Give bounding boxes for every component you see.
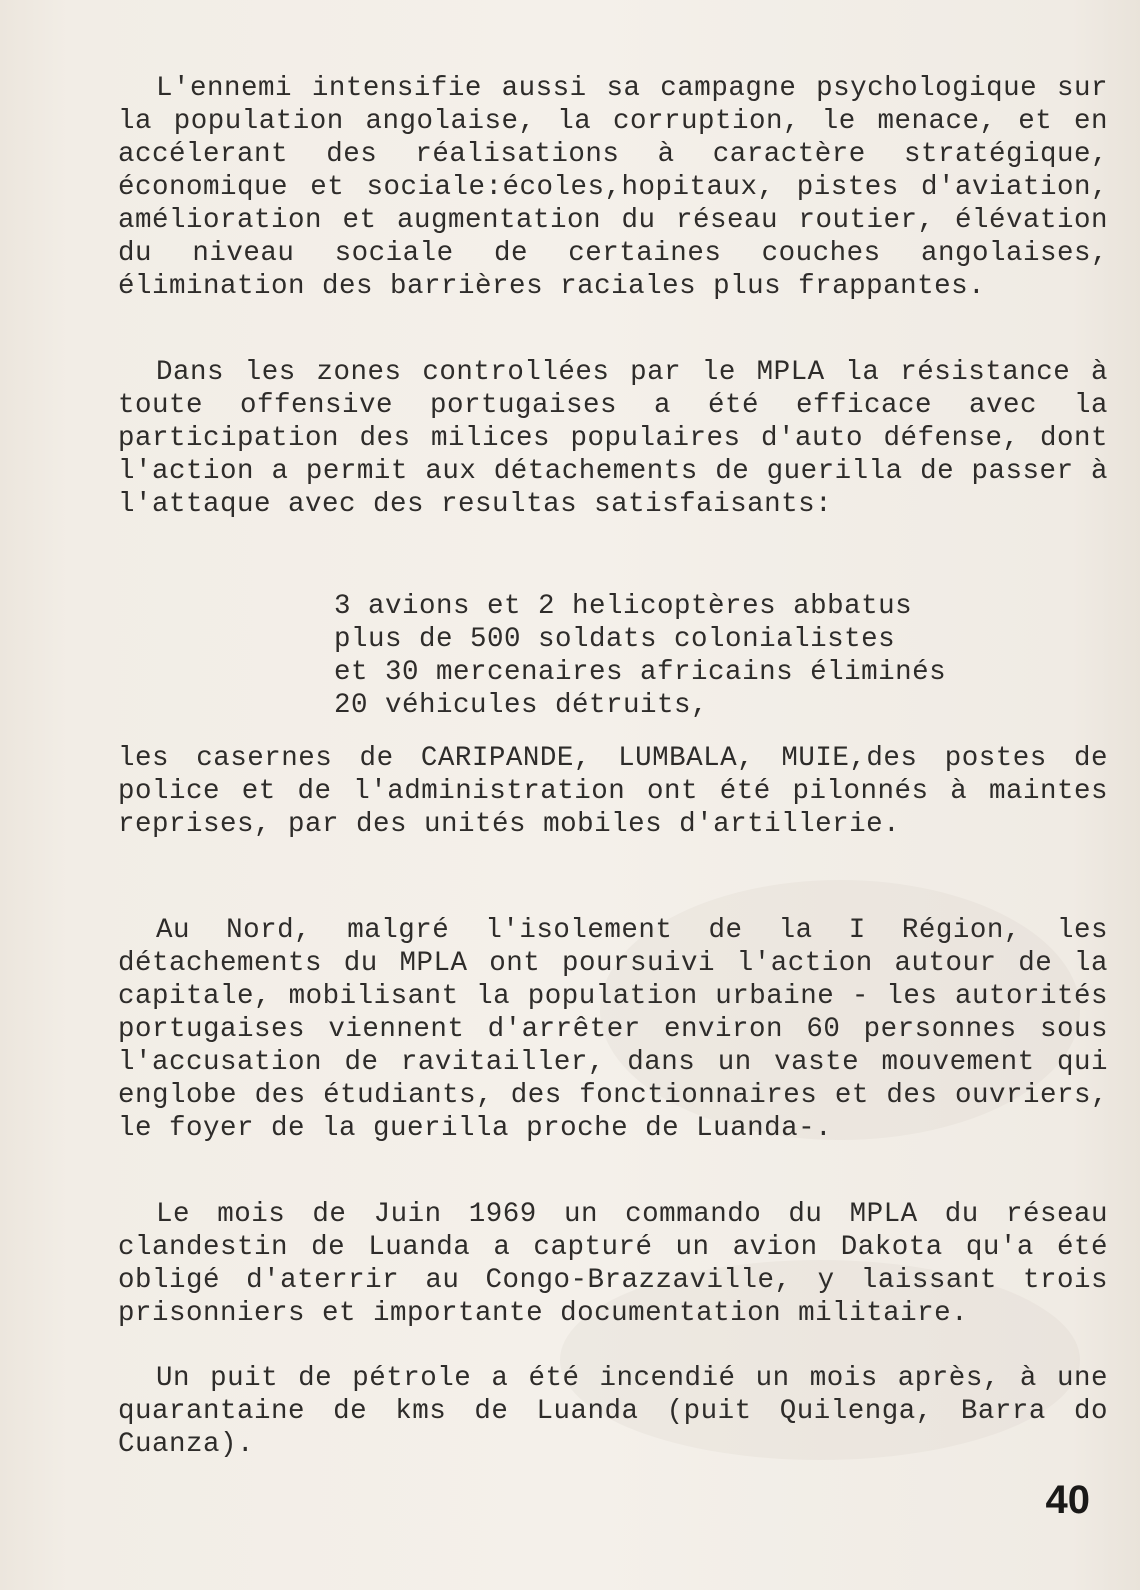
result-line: plus de 500 soldats colonialistes xyxy=(334,624,896,655)
paragraph-controlled-zones xyxy=(118,356,1108,521)
paragraph-north-region xyxy=(118,914,1108,1145)
paragraph-commando xyxy=(118,1198,1108,1330)
paragraph-barracks xyxy=(118,742,1108,841)
paragraph-text: Un puit de pétrole a été incendié un mois après, à une quarantaine de kms de Luanda (puit Quilenga, Barra do Cuanza). xyxy=(118,1363,1108,1460)
paragraph-oil-well xyxy=(118,1362,1108,1461)
results-list xyxy=(334,590,1094,722)
paragraph-text: Le mois de Juin 1969 un commando du MPLA du réseau clandestin de Luanda a capturé un avion Dakota qu'a été obligé d'aterrir au Congo-Brazzaville, y laissant trois prisonniers et importante documentation militaire. xyxy=(118,1199,1108,1329)
result-line: 3 avions et 2 helicoptères abbatus xyxy=(334,591,913,622)
paragraph-psychological-campaign xyxy=(118,72,1108,303)
result-line: 20 véhicules détruits, xyxy=(334,690,709,721)
page-number: 40 xyxy=(1045,1478,1090,1522)
result-line: et 30 mercenaires africains éliminés xyxy=(334,657,947,688)
paragraph-text: Au Nord, malgré l'isolement de la I Région, les détachements du MPLA ont poursuivi l'action autour de la capitale, mobilisant la population urbaine - les autorités portugaises viennent d'arrêter environ 60 personnes sous l'accusation de ravitailler, dans un vaste mouvement qui englobe des étudiants, des fonctionnaires et des ouvriers, le foyer de la guerilla proche de Luanda-. xyxy=(118,915,1108,1144)
paragraph-text: les casernes de CARIPANDE, LUMBALA, MUIE,des postes de police et de l'administration ont été pilonnés à maintes reprises, par des unités mobiles d'artillerie. xyxy=(118,743,1108,840)
paragraph-text: Dans les zones controllées par le MPLA la résistance à toute offensive portugaises a été efficace avec la participation des milices populaires d'auto défense, dont l'action a permit aux détachements de guerilla de passer à l'attaque avec des resultas satisfaisants: xyxy=(118,357,1108,520)
paragraph-text: L'ennemi intensifie aussi sa campagne psychologique sur la population angolaise, la corruption, le menace, et en accélerant des réalisations à caractère stratégique, économique et sociale:écoles,hopitaux, pistes d'aviation, amélioration et augmentation du réseau routier, élévation du niveau sociale de certaines couches angolaises, élimination des barrières raciales plus frappantes. xyxy=(118,73,1108,302)
